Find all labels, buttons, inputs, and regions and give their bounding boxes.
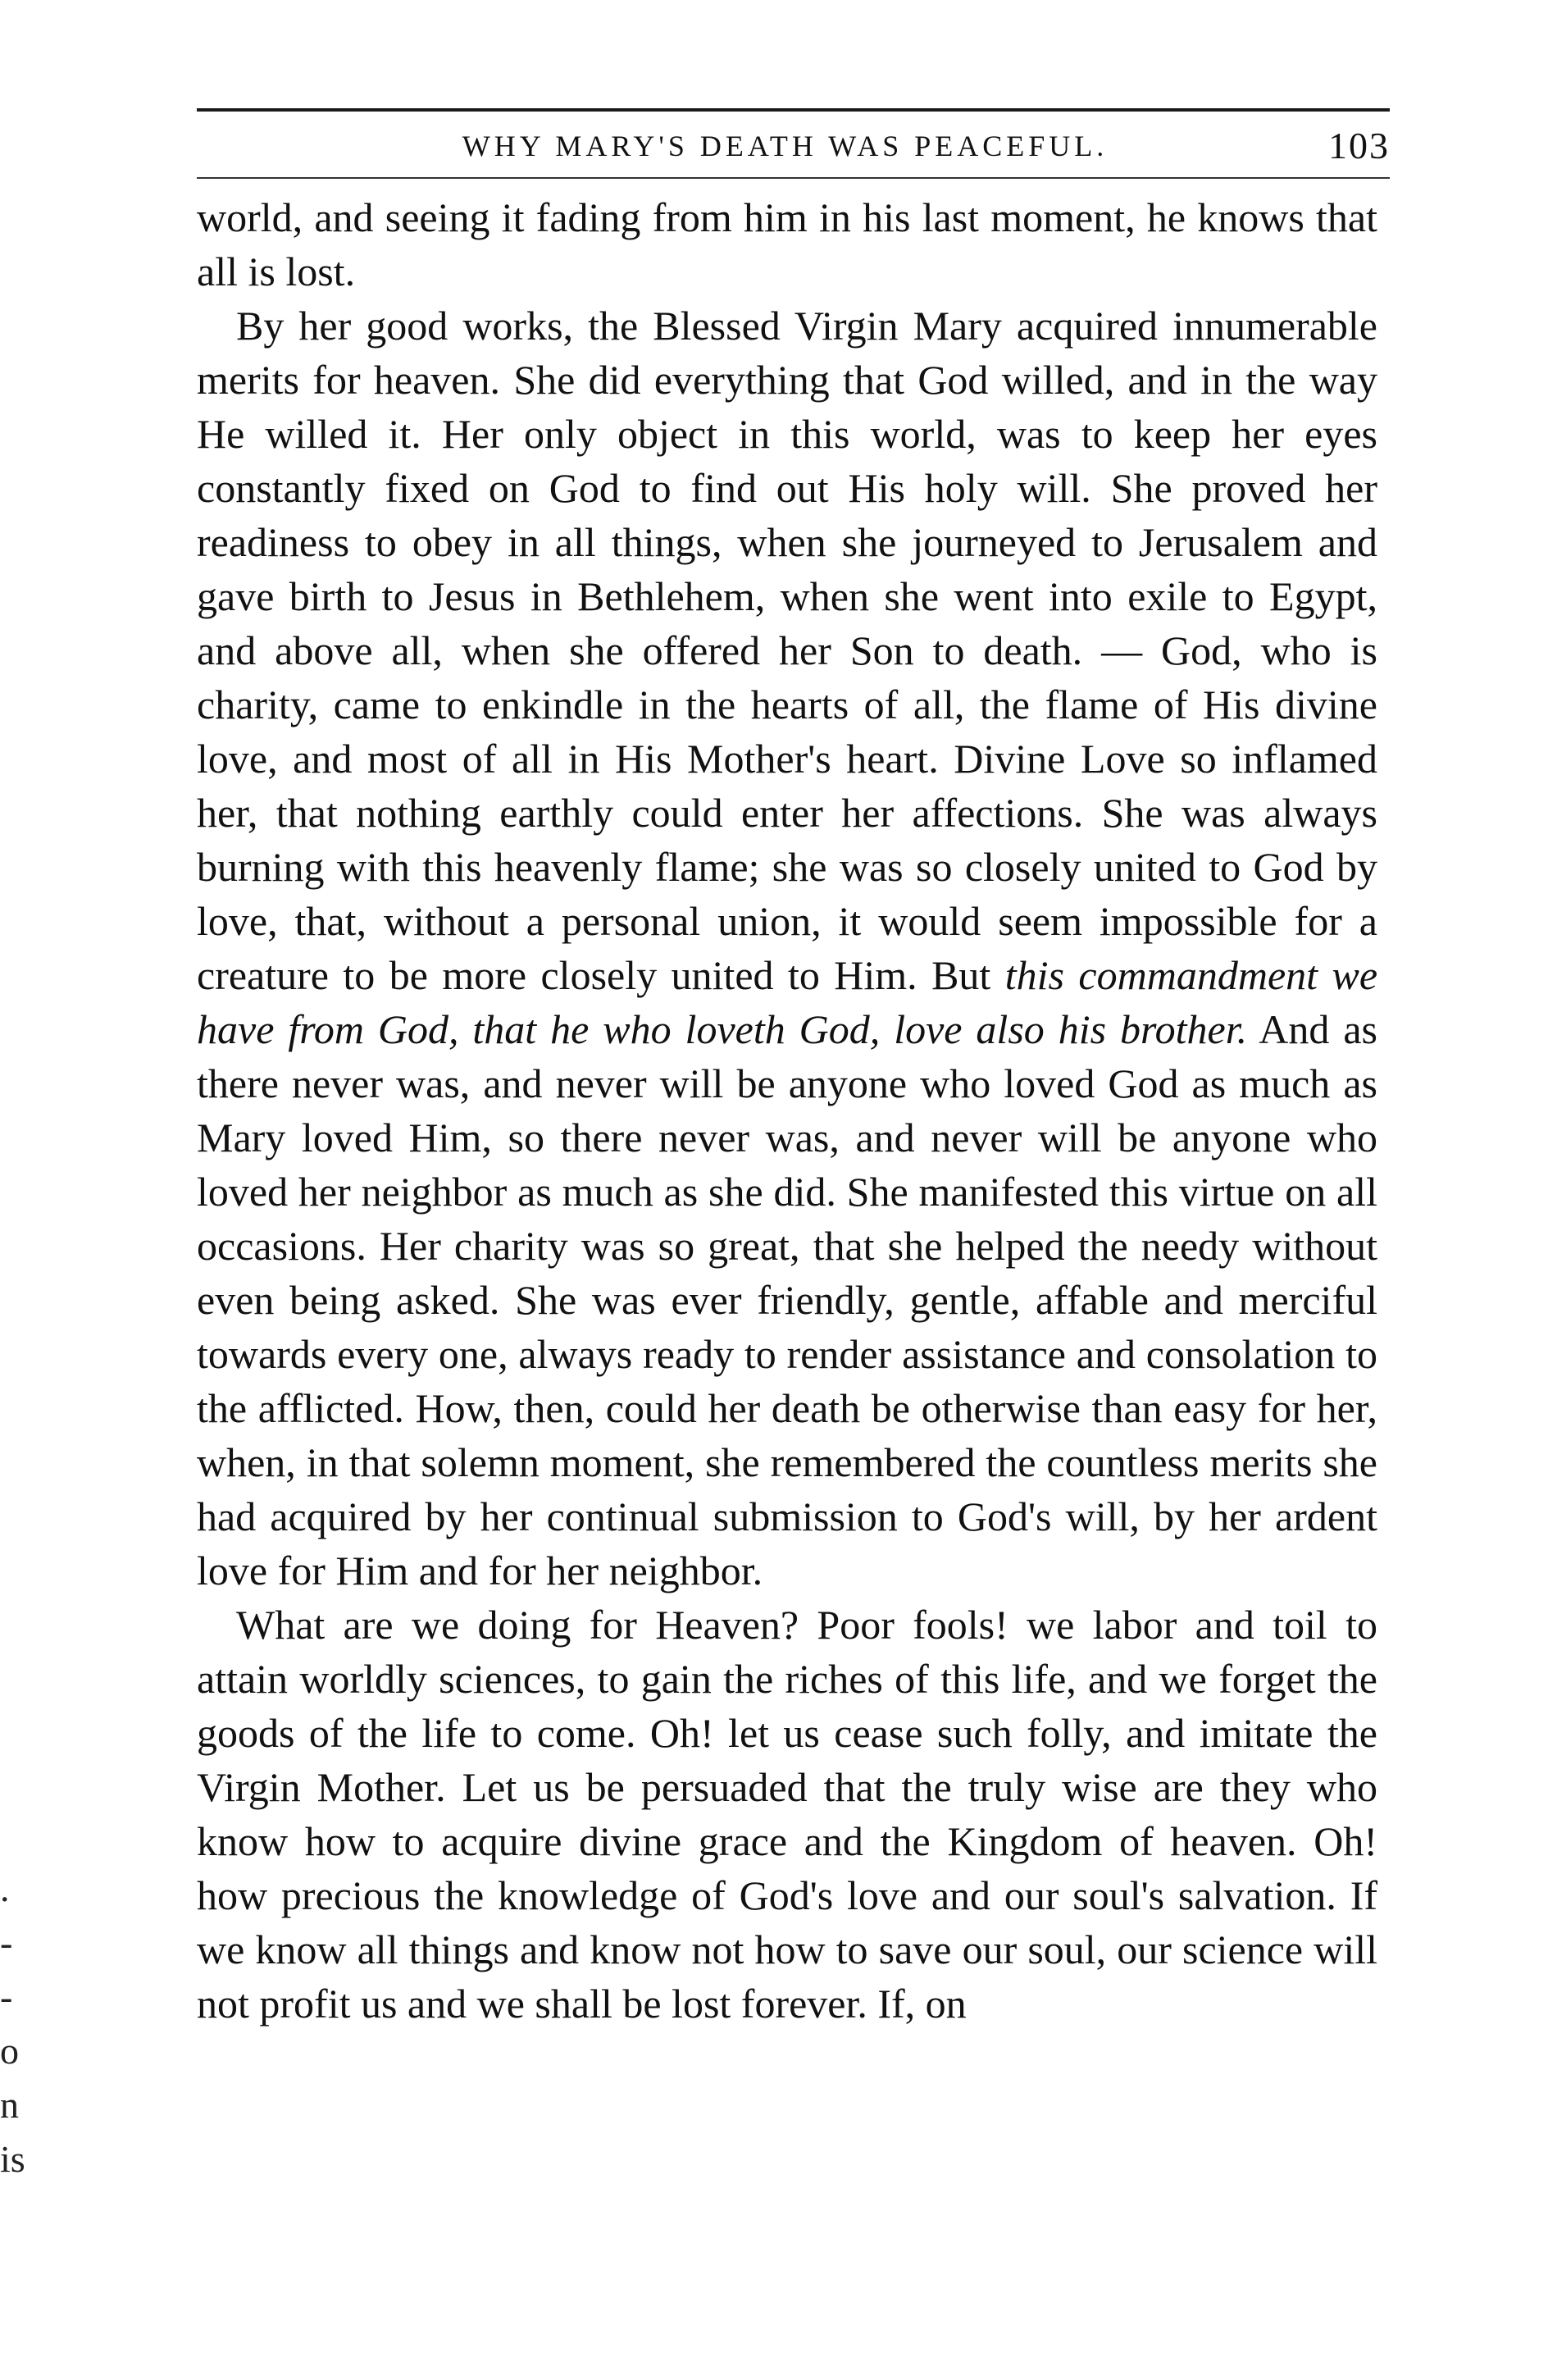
scripture-quote: this commandment we have from God, that he who loveth God, love also his brother. [197, 952, 1378, 1052]
header-rule-top [197, 108, 1390, 112]
bleed-mark: - [0, 1922, 13, 1963]
bleed-mark: is [0, 2138, 25, 2180]
paragraph-text: By her good works, the Blessed Virgin Mary acquired innumerable merits for heaven. She did everything that God willed, and in the way He willed it. Her only object in this world, was to keep her eyes constantly fixed on God to find out His holy will. She proved her readiness to obey in all things, when she journeyed to Jerusalem and gave birth to Jesus in Bethlehem, when she went into exile to Egypt, and above all, when she offered her Son to death. — God, who is charity, came to enkindle in the hearts of all, the flame of His divine love, and most of all in His Mother's heart. Divine Love so inflamed her, that nothing earthly could enter her affections. She was always burning with this heavenly flame; she was so closely united to God by love, that, without a personal union, it would seem impossible for a creature to be more closely united to Him. But [197, 303, 1377, 998]
bleed-mark: o [0, 2030, 19, 2072]
bleed-mark: n [0, 2084, 19, 2126]
paragraph-text: And as there never was, and never will be anyone who loved God as much as Mary loved Him, so there never was, and never will be anyone who loved her neighbor as much as she did. She manifested this virtue on all occasions. Her charity was so great, that she helped the needy without even being asked. She was ever friendly, gentle, affable and merciful towards every one, always ready to render assistance and consolation to the afflicted. How, then, could her death be otherwise than easy for her, when, in that solemn moment, she remembered the countless merits she had acquired by her continual submission to God's will, by her ardent love for Him and for her neighbor. [197, 1006, 1378, 1594]
paragraph-continuation: world, and seeing it fading from him in his last moment, he knows that all is lost. [197, 194, 1377, 294]
paragraph-heaven: What are we doing for Heaven? Poor fools! we labor and toil to attain worldly sciences, to gain the riches of this life, and we forget the goods of the life to come. Oh! let us cease such folly, and imitate the Virgin Mother. Let us be persuaded that the truly wise are they who know how to acquire divine grace and the Kingdom of heaven. Oh! how precious the knowledge of God's love and our soul's salvation. If we know all things and know not how to save our soul, our science will not profit us and we shall be lost forever. If, on [197, 1602, 1377, 2027]
running-title: WHY MARY'S DEATH WAS PEACEFUL. [462, 130, 1109, 162]
page-body [197, 190, 1377, 2031]
bleed-mark: . [0, 1867, 10, 1909]
page-number: 103 [1328, 125, 1390, 166]
facing-page-bleed [0, 1862, 49, 2186]
header-rule-bottom [197, 177, 1390, 179]
paragraph-virgin-merits [197, 299, 1377, 1598]
bleed-mark: - [0, 1976, 13, 2018]
running-head [197, 121, 1390, 171]
